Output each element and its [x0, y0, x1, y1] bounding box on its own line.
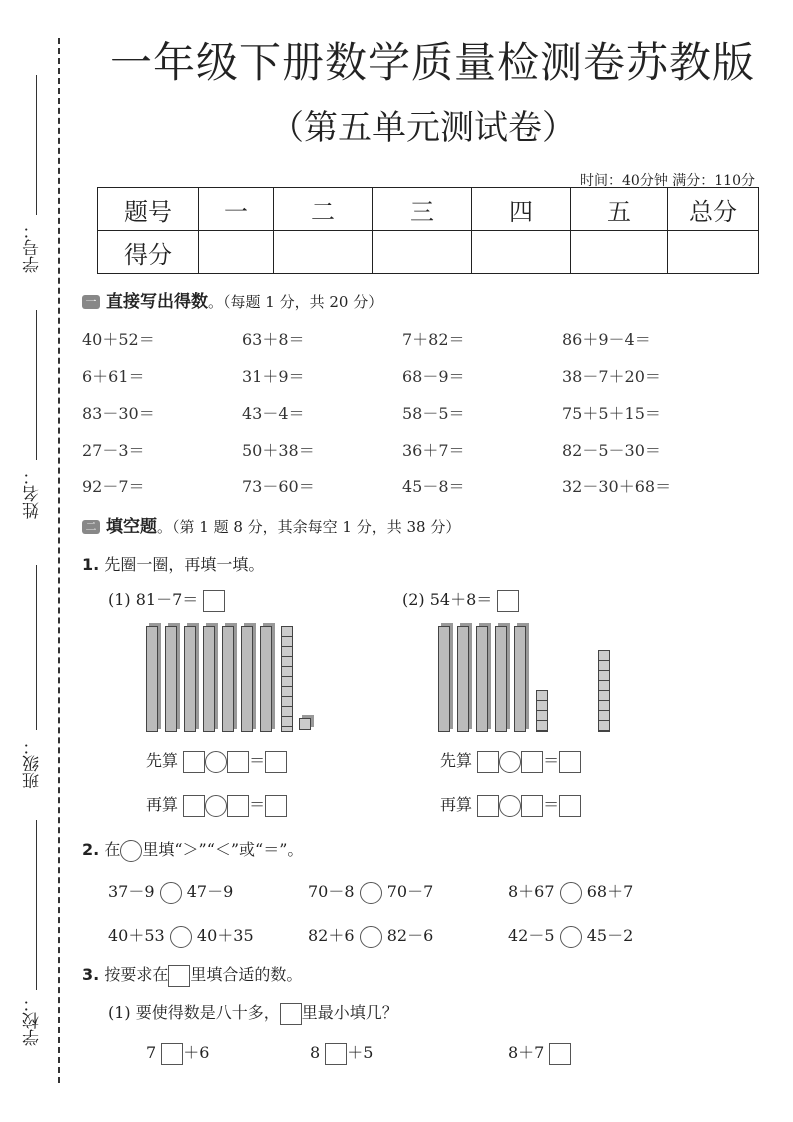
- operator-circle[interactable]: [499, 795, 521, 817]
- answer-box[interactable]: [521, 751, 543, 773]
- compare-circle[interactable]: [360, 882, 382, 904]
- compare-right: 45－2: [586, 926, 634, 945]
- question-text-b: 里填“＞”“＜”或“＝”。: [142, 840, 304, 859]
- score-header-total: 总分: [668, 188, 759, 231]
- compare-circle-sample: [120, 840, 142, 862]
- answer-box[interactable]: [265, 795, 287, 817]
- arith-item: 31＋9＝: [242, 367, 305, 386]
- section1-badge: 一: [82, 295, 100, 309]
- unit-cube: [299, 718, 311, 730]
- then-calc-label: 再算: [146, 795, 179, 814]
- answer-box[interactable]: [521, 795, 543, 817]
- question-number: 1.: [82, 555, 100, 574]
- score-cell[interactable]: [472, 231, 571, 274]
- class-label: 班级：: [23, 738, 43, 789]
- answer-box[interactable]: [325, 1043, 347, 1065]
- compare-item: [308, 923, 433, 948]
- school-line: [36, 820, 37, 990]
- arith-item: 86＋9－4＝: [562, 330, 651, 349]
- arith-item: 82－5－30＝: [562, 441, 661, 460]
- ten-rod: [495, 626, 507, 732]
- question-1: [82, 552, 264, 575]
- compare-left: 40＋53: [108, 926, 165, 945]
- fill-item: [508, 1040, 571, 1065]
- compare-item: [108, 923, 254, 948]
- first-calc-label: 先算: [440, 751, 473, 770]
- score-header: 一: [199, 188, 274, 231]
- q3-sub1-text-b: 里最小填几？: [301, 1003, 398, 1022]
- question-3: [82, 962, 302, 987]
- arith-item: 6＋61＝: [82, 367, 145, 386]
- answer-box[interactable]: [183, 795, 205, 817]
- compare-circle[interactable]: [170, 926, 192, 948]
- q1-part1-expr: (1) 81－7＝: [108, 590, 199, 609]
- compare-right: 68＋7: [586, 882, 634, 901]
- ten-rod: [184, 626, 196, 732]
- then-calc-right: [440, 792, 581, 817]
- question-number: 3.: [82, 965, 100, 984]
- then-calc-left: [146, 792, 287, 817]
- answer-box[interactable]: [265, 751, 287, 773]
- first-calc-left: [146, 748, 287, 773]
- section1-heading: [82, 287, 383, 312]
- student-id-line: [36, 75, 37, 215]
- section2-heading: [82, 512, 460, 537]
- time-info: 时间：40分钟 满分：110分: [580, 173, 755, 189]
- q3-sub1-text: (1) 要使得数是八十多，: [108, 1003, 280, 1022]
- page-title: 一年级下册数学质量检测卷苏教版: [110, 38, 756, 87]
- compare-item: [508, 923, 633, 948]
- compare-circle[interactable]: [560, 882, 582, 904]
- arith-item: 45－8＝: [402, 477, 465, 496]
- compare-left: 42－5: [508, 926, 555, 945]
- operator-circle[interactable]: [205, 795, 227, 817]
- ten-rod: [457, 626, 469, 732]
- answer-box[interactable]: [497, 590, 519, 612]
- q1-part2: [402, 587, 519, 612]
- compare-right: 40＋35: [196, 926, 254, 945]
- score-cell[interactable]: [373, 231, 472, 274]
- arith-item: 40＋52＝: [82, 330, 155, 349]
- compare-left: 8＋67: [508, 882, 555, 901]
- ten-rod: [165, 626, 177, 732]
- answer-box[interactable]: [477, 751, 499, 773]
- operator-circle[interactable]: [205, 751, 227, 773]
- equals-sign: ＝: [249, 795, 266, 814]
- arith-item: 75＋5＋15＝: [562, 404, 661, 423]
- ten-rod: [514, 626, 526, 732]
- unit-stack: [536, 690, 548, 732]
- compare-circle[interactable]: [360, 926, 382, 948]
- ten-rod: [203, 626, 215, 732]
- fill-prefix: 8: [310, 1043, 321, 1062]
- fill-item: [146, 1040, 209, 1065]
- answer-box[interactable]: [549, 1043, 571, 1065]
- ten-rod: [222, 626, 234, 732]
- arith-item: 58－5＝: [402, 404, 465, 423]
- answer-box[interactable]: [227, 751, 249, 773]
- compare-circle[interactable]: [160, 882, 182, 904]
- arith-item: 32－30＋68＝: [562, 477, 672, 496]
- answer-box[interactable]: [203, 590, 225, 612]
- answer-box[interactable]: [477, 795, 499, 817]
- answer-box[interactable]: [559, 751, 581, 773]
- question-text-a: 按要求在: [104, 965, 169, 984]
- score-cell[interactable]: [274, 231, 373, 274]
- first-calc-label: 先算: [146, 751, 179, 770]
- q1-part2-expr: (2) 54＋8＝: [402, 590, 493, 609]
- arith-item: 43－4＝: [242, 404, 305, 423]
- score-row-label: 得分: [98, 231, 199, 274]
- page-subtitle: （第五单元测试卷）: [270, 108, 576, 148]
- ten-rod: [146, 626, 158, 732]
- section2-title: 填空题: [106, 517, 157, 537]
- question-text: 先圈一圈，再填一填。: [104, 555, 265, 574]
- score-cell[interactable]: [668, 231, 759, 274]
- score-header: 四: [472, 188, 571, 231]
- arith-item: 92－7＝: [82, 477, 145, 496]
- score-header: 二: [274, 188, 373, 231]
- compare-item: [108, 879, 233, 904]
- section2-badge: 二: [82, 520, 100, 534]
- q1-part1: [108, 587, 225, 612]
- score-header: 五: [571, 188, 668, 231]
- compare-right: 70－7: [386, 882, 434, 901]
- compare-item: [508, 879, 633, 904]
- question-number: 2.: [82, 840, 100, 859]
- box-sample: [280, 1003, 302, 1025]
- compare-left: 37－9: [108, 882, 155, 901]
- arith-item: 50＋38＝: [242, 441, 315, 460]
- score-header: 三: [373, 188, 472, 231]
- fill-suffix: ＋5: [347, 1043, 374, 1062]
- ten-rod: [476, 626, 488, 732]
- name-line: [36, 310, 37, 460]
- score-cell[interactable]: [199, 231, 274, 274]
- arith-item: 68－9＝: [402, 367, 465, 386]
- arith-item: 36＋7＝: [402, 441, 465, 460]
- arith-item: 63＋8＝: [242, 330, 305, 349]
- question-2: [82, 837, 303, 862]
- section2-note: 。（第 1 题 8 分，其余每空 1 分，共 38 分）: [157, 518, 461, 536]
- arith-item: 27－3＝: [82, 441, 145, 460]
- q3-sub1: [108, 1000, 398, 1025]
- compare-left: 70－8: [308, 882, 355, 901]
- fill-item: [310, 1040, 373, 1065]
- student-id-label: 学号：: [23, 222, 43, 273]
- then-calc-label: 再算: [440, 795, 473, 814]
- compare-right: 82－6: [386, 926, 434, 945]
- section1-title: 直接写出得数: [106, 292, 208, 312]
- fill-prefix: 7: [146, 1043, 157, 1062]
- score-table: [97, 187, 759, 274]
- arith-item: 83－30＝: [82, 404, 155, 423]
- operator-circle[interactable]: [499, 751, 521, 773]
- equals-sign: ＝: [543, 795, 560, 814]
- school-label: 学校：: [23, 995, 43, 1046]
- score-cell[interactable]: [571, 231, 668, 274]
- arith-item: 7＋82＝: [402, 330, 465, 349]
- unit-stack: [598, 650, 610, 732]
- ten-rod-units: [281, 626, 293, 732]
- binding-dashed-line: [58, 38, 60, 1083]
- answer-box[interactable]: [559, 795, 581, 817]
- question-text-a: 在: [104, 840, 121, 859]
- score-header-label: 题号: [98, 188, 199, 231]
- compare-item: [308, 879, 433, 904]
- equals-sign: ＝: [249, 751, 266, 770]
- box-sample: [168, 965, 190, 987]
- ten-rod: [438, 626, 450, 732]
- answer-box[interactable]: [183, 751, 205, 773]
- compare-right: 47－9: [186, 882, 234, 901]
- fill-prefix: 8＋7: [508, 1043, 545, 1062]
- arith-item: 38－7＋20＝: [562, 367, 661, 386]
- first-calc-right: [440, 748, 581, 773]
- section1-note: 。（每题 1 分，共 20 分）: [208, 293, 384, 311]
- compare-circle[interactable]: [560, 926, 582, 948]
- name-label: 姓名：: [23, 468, 43, 519]
- answer-box[interactable]: [227, 795, 249, 817]
- class-line: [36, 565, 37, 730]
- question-text-b: 里填合适的数。: [190, 965, 303, 984]
- equals-sign: ＝: [543, 751, 560, 770]
- compare-left: 82＋6: [308, 926, 355, 945]
- arith-item: 73－60＝: [242, 477, 315, 496]
- ten-rod: [260, 626, 272, 732]
- ten-rod: [241, 626, 253, 732]
- fill-suffix: ＋6: [183, 1043, 210, 1062]
- answer-box[interactable]: [161, 1043, 183, 1065]
